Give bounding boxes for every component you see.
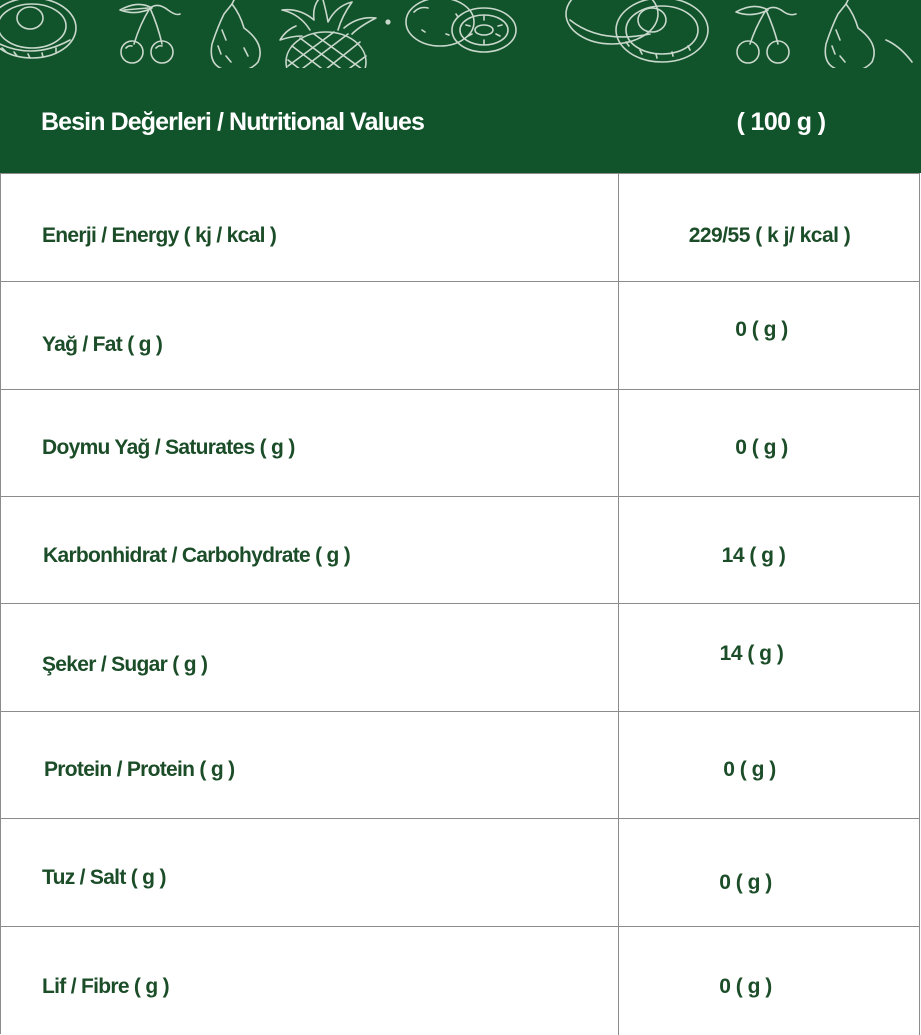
row-label: Karbonhidrat / Carbohydrate ( g ) (43, 544, 351, 567)
table-row-fat (1, 282, 920, 390)
row-label: Protein / Protein ( g ) (44, 758, 235, 781)
row-value: 0 ( g ) (719, 871, 772, 894)
row-label: Doymu Yağ / Saturates ( g ) (42, 436, 295, 459)
table-header (0, 68, 921, 173)
nutrition-table (0, 173, 920, 1034)
row-label: Tuz / Salt ( g ) (42, 866, 166, 889)
kiwi-icon (406, 0, 516, 52)
row-value: 0 ( g ) (735, 318, 788, 341)
row-label: Şeker / Sugar ( g ) (42, 653, 208, 676)
avocado-icon (0, 0, 76, 58)
table-row-protein (1, 711, 920, 819)
row-value: 0 ( g ) (723, 758, 776, 781)
pineapple-icon (280, 0, 376, 68)
row-value: 229/55 ( k j/ kcal ) (688, 224, 851, 247)
table-row-salt (1, 819, 920, 927)
header-unit: ( 100 g ) (736, 108, 826, 136)
avocado-icon (566, 0, 708, 62)
table-row-saturates (1, 389, 920, 497)
table-row-carbohydrate (1, 496, 920, 604)
table-row-energy (1, 174, 920, 282)
row-value: 14 ( g ) (719, 642, 784, 665)
cherry-icon (736, 6, 796, 63)
fruit-pattern-banner (0, 0, 921, 68)
table-row-sugar (1, 604, 920, 712)
row-value: 0 ( g ) (719, 975, 772, 998)
table-row-fibre (1, 927, 920, 1035)
row-label: Lif / Fibre ( g ) (42, 975, 169, 998)
row-value: 14 ( g ) (721, 544, 786, 567)
cherry-icon (120, 4, 180, 63)
row-value: 0 ( g ) (735, 436, 788, 459)
pear-icon (825, 0, 912, 68)
row-label: Enerji / Energy ( kj / kcal ) (42, 224, 277, 247)
pear-icon (211, 0, 260, 68)
row-label: Yağ / Fat ( g ) (42, 333, 163, 356)
header-title: Besin Değerleri / Nutritional Values (41, 108, 425, 136)
